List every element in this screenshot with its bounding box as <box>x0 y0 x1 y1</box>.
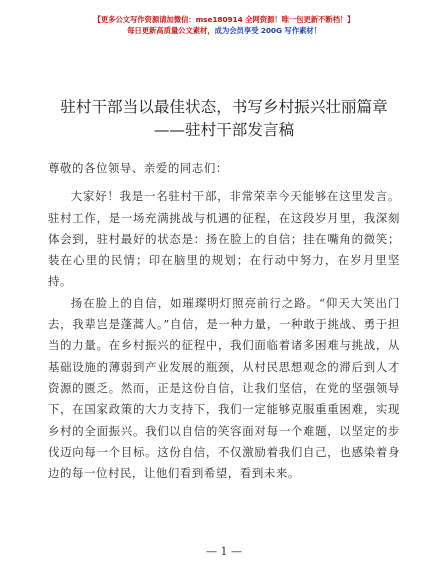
promo-line-1: 【更多公文写作资源请加微信：mse180914 全网资源！唯一包更新不断档！】 <box>93 15 355 24</box>
promo-line-2-red: 每日更新高质量公文素材， <box>127 26 215 35</box>
page-number: — 1 — <box>206 545 242 558</box>
document-title: 驻村干部当以最佳状态，书写乡村振兴壮丽篇章——驻村干部发言稿 <box>60 98 388 139</box>
paragraph-2: 扬在脸上的自信，如璀璨明灯照亮前行之路。“仰天大笑出门去，我辈岂是蓬蒿人。”自信，是一种力量，一种敢于挑战、勇于担当的力量。在乡村振兴的征程中，我们面临着诸多困难与挑战，从基础设施的薄弱到产业发展的瓶颈，从村民思想观念的滞后到人才资源的匮乏。然而，正是这份自信，让我们坚信，在党的坚强领导下，在国家政策的大力支持下，我们一定能够克服重重困难，实现乡村的全面振兴。我们以自信的笑容面对每一个难题，以坚定的步伐迈向每一个目标。这份自信，不仅激励着我们自己，也感染着身边的每一位村民，让他们看到希望，看到未来。 <box>48 295 400 481</box>
document-body <box>48 158 400 484</box>
promo-banner <box>0 14 448 36</box>
promo-line-2-blue: 成为会员享受 200G 写作素材！ <box>214 26 321 35</box>
paragraph-1: 大家好！我是一名驻村干部，非常荣幸今天能够在这里发言。驻村工作，是一场充满挑战与机遇的征程，在这段岁月里，我深刻体会到，驻村最好的状态是：扬在脸上的自信；挂在嘴角的微笑；装在心里的民情；印在脑里的规划；在行动中努力，在岁月里坚持。 <box>48 189 400 289</box>
promo-line-2 <box>0 25 448 36</box>
salutation: 尊敬的各位领导、亲爱的同志们： <box>48 161 228 175</box>
